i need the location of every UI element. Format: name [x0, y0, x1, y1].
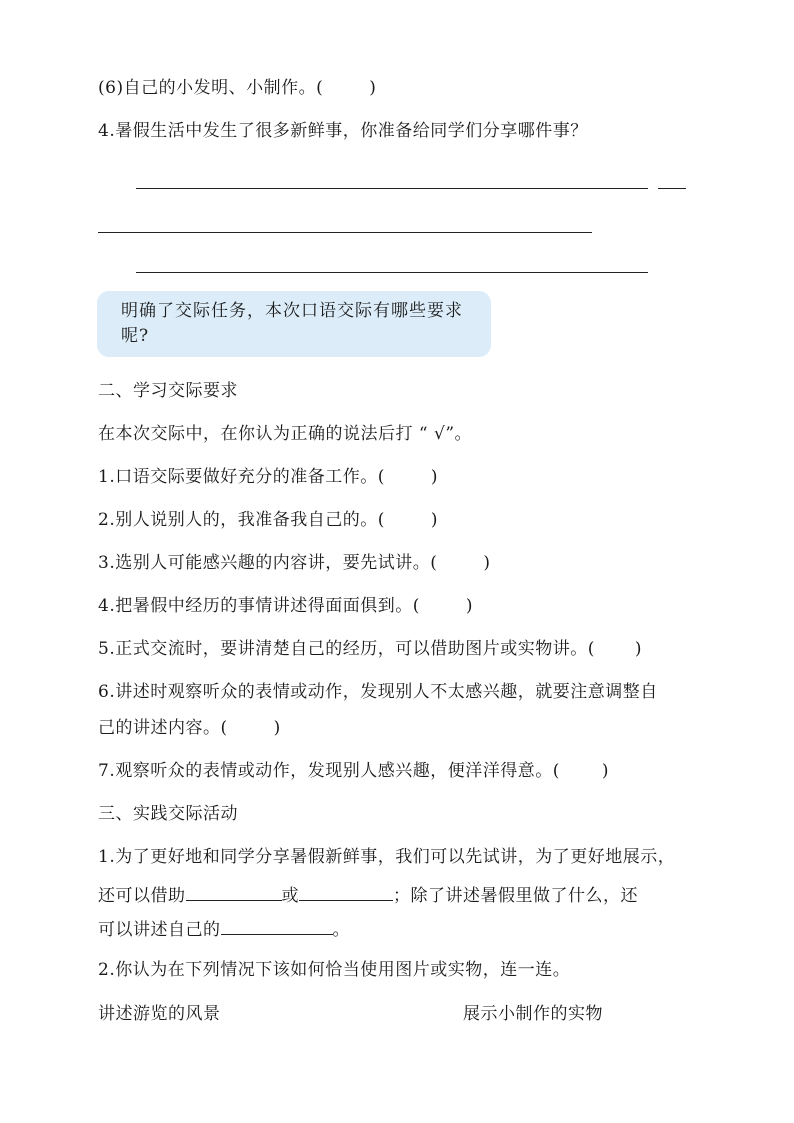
check-item-5 [98, 637, 642, 661]
check-item-close: ) [483, 553, 491, 573]
fill-blank-1[interactable] [186, 882, 282, 901]
check-item-4 [98, 594, 473, 618]
check-item-text: 己的讲述内容。( [98, 718, 228, 738]
match-left-item[interactable]: 讲述游览的风景 [98, 1004, 221, 1024]
check-item-text: 1.口语交际要做好充分的准备工作。( [98, 467, 385, 487]
check-item-6-line-1: 6.讲述时观察听众的表情或动作，发现别人不太感兴趣，就要注意调整自 [98, 682, 658, 702]
section-3-heading: 三、实践交际活动 [98, 804, 238, 824]
check-item-close: ) [634, 639, 642, 659]
question-4: 4.暑假生活中发生了很多新鲜事，你准备给同学们分享哪件事？ [98, 121, 588, 141]
fill-blank-3[interactable] [221, 916, 333, 935]
check-item-close: ) [601, 761, 609, 781]
check-item-text: 5.正式交流时，要讲清楚自己的经历，可以借助图片或实物讲。( [98, 639, 595, 659]
check-item-6-line-2 [98, 716, 281, 740]
tip-callout [97, 291, 491, 357]
q1-text-c: ；除了讲述暑假里做了什么，还 [393, 886, 638, 906]
answer-line-2[interactable] [98, 232, 592, 233]
item-6-text: (6)自己的小发明、小制作。( [98, 78, 324, 98]
fill-blank-2[interactable] [299, 882, 393, 901]
check-item-text: 7.观察听众的表情或动作，发现别人感兴趣，便洋洋得意。( [98, 761, 560, 781]
check-item-close: ) [430, 510, 438, 530]
match-right-item[interactable]: 展示小制作的实物 [463, 1004, 603, 1024]
practice-q1-line-1: 1.为了更好地和同学分享暑假新鲜事，我们可以先试讲，为了更好地展示， [98, 847, 676, 867]
section-2-heading: 二、学习交际要求 [98, 381, 238, 401]
tip-callout-text: 明确了交际任务，本次口语交际有哪些要求呢? [121, 301, 463, 346]
check-item-close: ) [465, 596, 473, 616]
answer-line-1b[interactable] [658, 188, 686, 189]
section-2-instruction: 在本次交际中，在你认为正确的说法后打 “ √”。 [98, 424, 473, 444]
item-6 [98, 76, 376, 100]
practice-q2: 2.你认为在下列情况下该如何恰当使用图片或实物，连一连。 [98, 960, 571, 980]
item-6-close: ) [369, 78, 377, 98]
check-item-close: ) [273, 718, 281, 738]
check-item-text: 3.选别人可能感兴趣的内容讲，要先试讲。( [98, 553, 438, 573]
check-item-7 [98, 759, 609, 783]
check-item-text: 2.别人说别人的，我准备我自己的。( [98, 510, 385, 530]
q1-text-a: 还可以借助 [98, 886, 186, 906]
check-item-2 [98, 508, 438, 532]
check-item-close: ) [430, 467, 438, 487]
practice-q1-line-3 [98, 916, 350, 942]
answer-line-3[interactable] [136, 272, 648, 273]
answer-line-1a[interactable] [136, 188, 648, 189]
check-item-1 [98, 465, 438, 489]
check-item-3 [98, 551, 491, 575]
practice-q1-line-2 [98, 882, 638, 908]
q1-text-e: 。 [332, 920, 350, 940]
q1-text-d: 可以讲述自己的 [98, 920, 221, 940]
q1-text-b: 或 [281, 886, 299, 906]
check-item-text: 4.把暑假中经历的事情讲述得面面俱到。( [98, 596, 420, 616]
